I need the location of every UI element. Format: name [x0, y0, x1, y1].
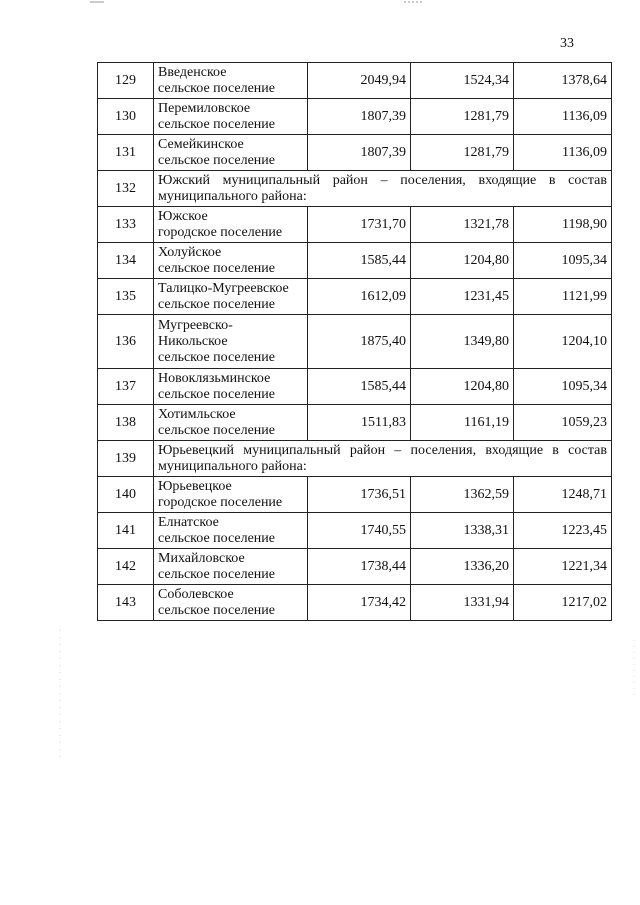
settlement-name	[154, 405, 308, 441]
settlement-name-line: Семейкинское	[158, 136, 244, 152]
value-col-3: 1095,34	[514, 243, 612, 279]
settlement-name-line: сельское поселение	[158, 349, 275, 365]
table-row	[98, 315, 612, 369]
value-col-1: 1734,42	[308, 585, 411, 621]
settlement-name-line: сельское поселение	[158, 566, 275, 582]
settlement-name	[154, 63, 308, 99]
settlement-name-line: Никольское	[158, 333, 228, 349]
row-number: 140	[98, 477, 154, 513]
settlement-name	[154, 369, 308, 405]
table-row	[98, 585, 612, 621]
row-number: 136	[98, 315, 154, 369]
value-col-2: 1204,80	[411, 243, 514, 279]
district-title: Южский муниципальный район – поселения, входящие в состав муниципального района:	[154, 171, 612, 207]
page-number: 33	[560, 36, 574, 51]
row-number: 138	[98, 405, 154, 441]
settlement-name-line: Хотимльское	[158, 406, 236, 422]
settlement-name-line: сельское поселение	[158, 602, 275, 618]
value-col-3: 1059,23	[514, 405, 612, 441]
table-row	[98, 243, 612, 279]
settlement-name-line: Елнатское	[158, 514, 219, 530]
value-col-1: 1736,51	[308, 477, 411, 513]
district-header-row	[98, 171, 612, 207]
table-body	[98, 63, 612, 621]
table-row	[98, 279, 612, 315]
table-row	[98, 549, 612, 585]
settlement-name	[154, 279, 308, 315]
row-number: 133	[98, 207, 154, 243]
settlement-name-line: сельское поселение	[158, 152, 275, 168]
table-row	[98, 513, 612, 549]
settlement-name	[154, 135, 308, 171]
table-row	[98, 207, 612, 243]
value-col-3: 1095,34	[514, 369, 612, 405]
value-col-2: 1331,94	[411, 585, 514, 621]
settlement-name-line: Мугреевско-	[158, 317, 233, 333]
table-row	[98, 63, 612, 99]
row-number: 134	[98, 243, 154, 279]
settlement-name	[154, 207, 308, 243]
settlement-name-line: Введенское	[158, 64, 227, 80]
settlement-name-line: сельское поселение	[158, 422, 275, 438]
value-col-3: 1248,71	[514, 477, 612, 513]
value-col-3: 1136,09	[514, 135, 612, 171]
value-col-1: 1585,44	[308, 369, 411, 405]
settlement-name	[154, 549, 308, 585]
district-header-row	[98, 441, 612, 477]
table-row	[98, 135, 612, 171]
settlement-name-line: сельское поселение	[158, 80, 275, 96]
settlement-name-line: Талицко-Мугреевское	[158, 280, 289, 296]
table-row	[98, 99, 612, 135]
value-col-2: 1321,78	[411, 207, 514, 243]
settlement-name-line: сельское поселение	[158, 116, 275, 132]
settlement-name-line: сельское поселение	[158, 386, 275, 402]
value-col-3: 1223,45	[514, 513, 612, 549]
value-col-2: 1349,80	[411, 315, 514, 369]
value-col-1: 1740,55	[308, 513, 411, 549]
value-col-3: 1378,64	[514, 63, 612, 99]
value-col-1: 1807,39	[308, 135, 411, 171]
row-number: 130	[98, 99, 154, 135]
value-col-3: 1221,34	[514, 549, 612, 585]
row-number: 129	[98, 63, 154, 99]
settlements-table	[97, 62, 612, 621]
settlement-name-line: Новоклязьминское	[158, 370, 271, 386]
settlement-name-line: Южское	[158, 208, 208, 224]
row-number: 142	[98, 549, 154, 585]
settlement-name-line: городское поселение	[158, 494, 283, 510]
row-number: 135	[98, 279, 154, 315]
settlement-name	[154, 99, 308, 135]
value-col-1: 2049,94	[308, 63, 411, 99]
row-number: 143	[98, 585, 154, 621]
settlement-name-line: городское поселение	[158, 224, 283, 240]
settlement-name	[154, 243, 308, 279]
settlement-name-line: Соболевское	[158, 586, 234, 602]
settlement-name	[154, 585, 308, 621]
value-col-1: 1875,40	[308, 315, 411, 369]
value-col-1: 1731,70	[308, 207, 411, 243]
value-col-1: 1585,44	[308, 243, 411, 279]
value-col-2: 1204,80	[411, 369, 514, 405]
value-col-1: 1612,09	[308, 279, 411, 315]
settlement-name-line: сельское поселение	[158, 296, 275, 312]
settlement-name-line: Юрьевецкое	[158, 478, 232, 494]
settlement-name	[154, 315, 308, 369]
row-number: 141	[98, 513, 154, 549]
value-col-2: 1161,19	[411, 405, 514, 441]
value-col-2: 1338,31	[411, 513, 514, 549]
table-row	[98, 405, 612, 441]
table-row	[98, 477, 612, 513]
value-col-3: 1121,99	[514, 279, 612, 315]
value-col-1: 1807,39	[308, 99, 411, 135]
row-number: 139	[98, 441, 154, 477]
value-col-3: 1217,02	[514, 585, 612, 621]
value-col-2: 1362,59	[411, 477, 514, 513]
settlement-name	[154, 477, 308, 513]
settlement-name-line: сельское поселение	[158, 530, 275, 546]
settlement-name	[154, 513, 308, 549]
value-col-1: 1738,44	[308, 549, 411, 585]
value-col-2: 1231,45	[411, 279, 514, 315]
settlement-name-line: сельское поселение	[158, 260, 275, 276]
value-col-1: 1511,83	[308, 405, 411, 441]
row-number: 137	[98, 369, 154, 405]
value-col-2: 1281,79	[411, 135, 514, 171]
value-col-2: 1281,79	[411, 99, 514, 135]
district-title: Юрьевецкий муниципальный район – поселения, входящие в состав муниципального района:	[154, 441, 612, 477]
row-number: 131	[98, 135, 154, 171]
row-number: 132	[98, 171, 154, 207]
value-col-3: 1204,10	[514, 315, 612, 369]
value-col-2: 1524,34	[411, 63, 514, 99]
settlement-name-line: Перемиловское	[158, 100, 251, 116]
value-col-3: 1198,90	[514, 207, 612, 243]
settlement-name-line: Холуйское	[158, 244, 222, 260]
value-col-2: 1336,20	[411, 549, 514, 585]
value-col-3: 1136,09	[514, 99, 612, 135]
table-row	[98, 369, 612, 405]
settlement-name-line: Михайловское	[158, 550, 245, 566]
